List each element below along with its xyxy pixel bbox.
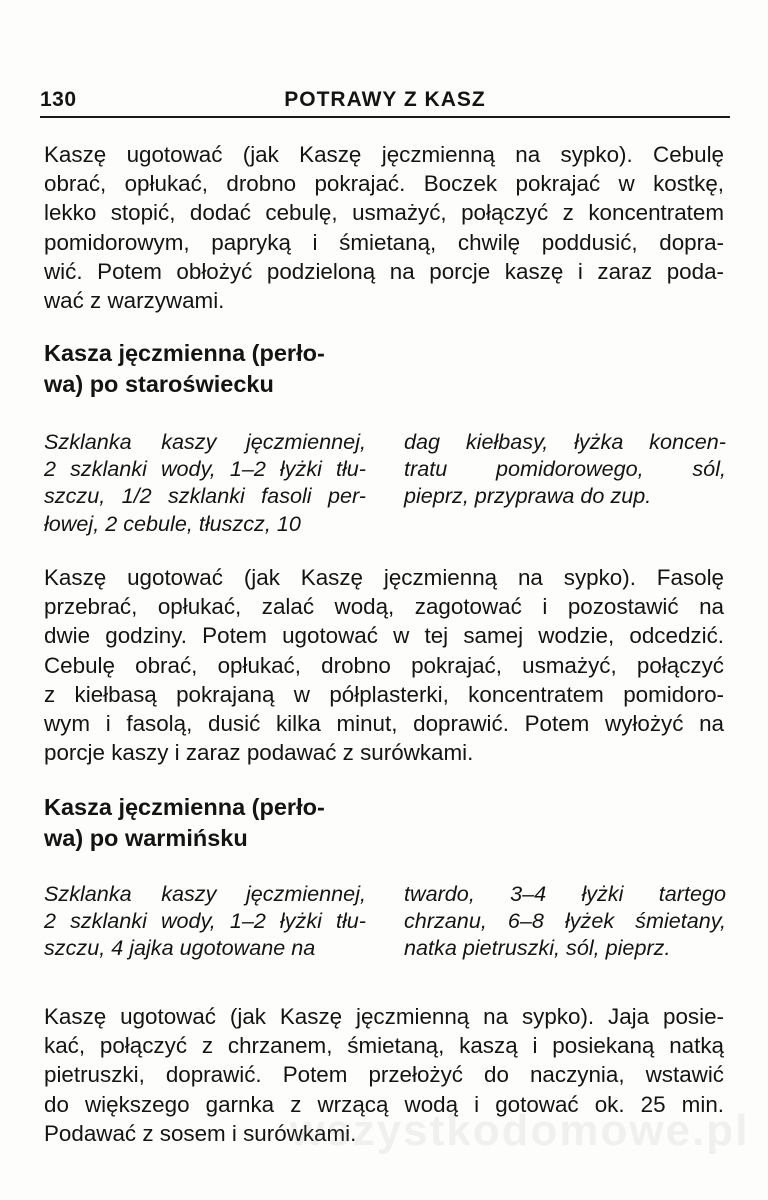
heading-line: Kasza jęczmienna (perło-: [44, 794, 325, 820]
text-line: wać z warzywami.: [44, 288, 225, 314]
text-line: do większego garnka z wrzącą wodą i gotować ok. 25 min.: [44, 1091, 724, 1117]
ingredient-line: Szklanka kaszy jęczmiennej,: [44, 429, 366, 454]
ingredient-line: Szklanka kaszy jęczmiennej,: [44, 881, 366, 906]
text-line: Kaszę ugotować (jak Kaszę jęczmienną na sypko). Fasolę: [44, 565, 724, 590]
text-line: dwie godziny. Potem ugotować w tej samej wodzie, odcedzić.: [44, 623, 724, 649]
ingredient-line: pieprz, przyprawa do zup.: [404, 483, 652, 509]
ingredient-line: chrzanu, 6–8 łyżek śmietany,: [404, 908, 726, 934]
text-line: Kaszę ugotować (jak Kaszę jęczmienną na sypko). Cebulę: [44, 142, 724, 167]
recipe-title-staroswiecku: [44, 338, 384, 400]
ingredient-line: twardo, 3–4 łyżki tartego: [404, 881, 726, 906]
text-line: z kiełbasą pokrajaną w półplasterki, koncentratem pomidoro-: [44, 681, 724, 707]
text-line: Kaszę ugotować (jak Kaszę jęczmienną na sypko). Jaja posie-: [44, 1004, 724, 1029]
text-line: kać, połączyć z chrzanem, śmietaną, kaszą i posiekaną natką: [44, 1033, 724, 1059]
ingredient-line: dag kiełbasy, łyżka koncen-: [404, 429, 726, 454]
text-line: przebrać, opłukać, zalać wodą, zagotować i pozostawić na: [44, 594, 724, 620]
ingredient-line: 2 szklanki wody, 1–2 łyżki tłu-: [44, 908, 366, 934]
ingredients-warminsku: [44, 880, 734, 1000]
ingredients-column-left: [44, 428, 366, 537]
ingredient-line: szczu, 1/2 szklanki fasoli per-: [44, 483, 366, 509]
text-line: wić. Potem obłożyć podzieloną na porcje kaszę i zaraz poda-: [44, 258, 724, 284]
text-line: Podawać z sosem i surówkami.: [44, 1120, 357, 1146]
ingredient-line: 2 szklanki wody, 1–2 łyżki tłu-: [44, 456, 366, 482]
ingredients-column-left: [44, 880, 366, 962]
watermark: wszystkodomowe.pl: [290, 1106, 750, 1155]
text-line: obrać, opłukać, drobno pokrajać. Boczek pokrajać w kostkę,: [44, 171, 724, 197]
text-line: lekko stopić, dodać cebulę, usmażyć, połączyć z koncentratem: [44, 200, 724, 226]
instructions-staroswiecku: [44, 563, 724, 767]
heading-line: wa) po warmińsku: [44, 825, 248, 851]
recipe-title-warminsku: [44, 792, 384, 854]
ingredients-staroswiecku: [44, 428, 734, 548]
ingredients-column-right: [404, 428, 726, 510]
text-line: porcje kaszy i zaraz podawać z surówkami.: [44, 740, 474, 766]
text-line: pietruszki, doprawić. Potem przełożyć do naczynia, wstawić: [44, 1062, 724, 1088]
page-header: [40, 82, 730, 118]
text-line: Cebulę obrać, opłukać, drobno pokrajać, usmażyć, połączyć: [44, 652, 724, 678]
text-line: wym i fasolą, dusić kilka minut, doprawić. Potem wyłożyć na: [44, 711, 724, 737]
running-title: POTRAWY Z KASZ: [284, 88, 486, 111]
intro-paragraph: [44, 140, 724, 315]
ingredient-line: tratu pomidorowego, sól,: [404, 456, 726, 482]
heading-line: Kasza jęczmienna (perło-: [44, 340, 325, 366]
ingredients-column-right: [404, 880, 726, 962]
text-line: pomidorowym, papryką i śmietaną, chwilę poddusić, dopra-: [44, 229, 724, 255]
page-number: 130: [40, 88, 77, 111]
ingredient-line: łowej, 2 cebule, tłuszcz, 10: [44, 510, 301, 536]
heading-line: wa) po staroświecku: [44, 371, 274, 397]
ingredient-line: natka pietruszki, sól, pieprz.: [404, 935, 671, 961]
ingredient-line: szczu, 4 jajka ugotowane na: [44, 935, 316, 961]
